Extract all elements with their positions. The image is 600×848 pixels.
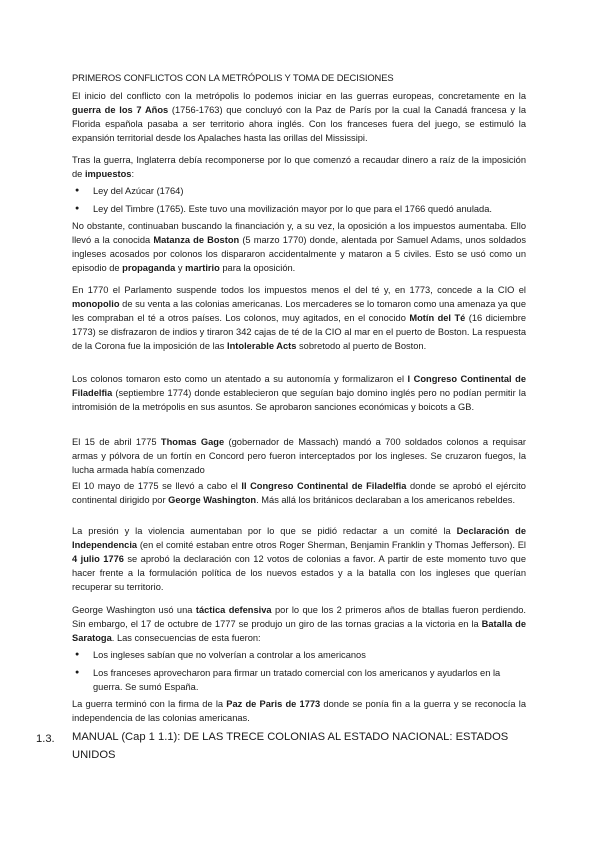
paragraph-first-congress: Los colonos tomaron esto como un atentado a su autonomía y formalizaron el I Congreso Continental de Filadelfia (septiembre 1774) donde establecieron que seguían bajo domino inglés pero no podían permitir la intromisión de la metrópolis en sus asuntos. Se aprobaron sanciones económicas y boicots a GB. — [72, 374, 527, 412]
paragraph-peace-of-paris: La guerra terminó con la firma de la Paz de Paris de 1773 donde se ponía fin a la guerra y se reconocía la independencia de las colonias americanas. — [72, 699, 526, 723]
paragraph-taxes: Tras la guerra, Inglaterra debía recomponerse por lo que comenzó a recaudar dinero a raíz de la imposición de impuestos: — [72, 155, 526, 179]
paragraph-thomas-gage: El 15 de abril 1775 Thomas Gage (gobernador de Massach) mandó a 700 soldados colonos a requisar armas y pólvora de un fortín en Concord pero fueron interceptados por los ingleses. Se cruzaron fuegos, la lucha armada había comenzado — [72, 437, 527, 475]
section-heading: PRIMEROS CONFLICTOS CON LA METRÓPOLIS Y TOMA DE DECISIONES — [72, 72, 394, 83]
list-item: ● Los ingleses sabían que no volverían a controlar a los americanos — [72, 648, 526, 662]
paragraph-boston-massacre: No obstante, continuaban buscando la financiación y, a su vez, la oposición a los impuestos aumentaba. Ello llevó a la conocida Matanza de Boston (5 marzo 1770) donde, alentada por Samuel Adams, unos soldados ingleses acosados por colonos los dispararon accidentalmente y mataron a 5 civiles. Esto se usó como un episodio de propaganda y martirio para la oposición. — [72, 221, 526, 273]
section-title: MANUAL (Cap 1 1.1): DE LAS TRECE COLONIAS AL ESTADO NACIONAL: ESTADOS UNIDOS — [72, 731, 509, 761]
list-item: ● Ley del Azúcar (1764) — [72, 184, 526, 198]
list-item: ● Los franceses aprovecharon para firmar un tratado comercial con los americanos y ayudarlos en la guerra. Se sumó España. — [72, 666, 526, 694]
list-item: ● Ley del Timbre (1765). Este tuvo una movilización mayor por lo que para el 1766 quedó anulada. — [72, 202, 526, 216]
paragraph-tea-party: En 1770 el Parlamento suspende todos los impuestos menos el del té y, en 1773, concede a la CIO el monopolio de su venta a las colonias americanas. Los mercaderes se lo tomaron como una amenaza ya que les compraban el té a otros países. Los colonos, muy agitados, en el conocido Motín del Té (16 diciembre 1773) se disfrazaron de indios y tiraron 342 cajas de té de la CIO al mar en el puerto de Boston. La respuesta de la Corona fue la imposición de las Intolerable Acts sobretodo al puerto de Boston. — [72, 285, 526, 351]
paragraph-declaration: La presión y la violencia aumentaban por lo que se pidió redactar a un comité la Declaración de Independencia (en el comité estaban entre otros Roger Sherman, Benjamin Franklin y Thomas Jefferson). El 4 julio 1776 se aprobó la declaración con 12 votos de colonias a favor. A partir de este momento tuvo que hacer frente a la formulación política de los nuevos estados y a la batalla con los ingleses que querían recuperar su territorio. — [72, 526, 527, 592]
section-number: 1.3. — [36, 733, 55, 745]
consequences-list — [72, 648, 526, 694]
paragraph-seven-years-war: El inicio del conflicto con la metrópolis lo podemos iniciar en las guerras europeas, concretamente en la guerra de los 7 Años (1756-1763) que concluyó con la Paz de París por la cual la Canadá francesa y la Florida española pasaba a ser territorio ahora inglés. Con los franceses fuera del juego, se estimuló la expansión territorial desde los Apalaches hasta las orillas del Mississipi. — [72, 91, 526, 143]
tax-laws-list — [72, 184, 526, 216]
paragraph-second-congress: El 10 mayo de 1775 se llevó a cabo el II Congreso Continental de Filadelfia donde se aprobó el ejército continental dirigido por George Washington. Más allá los británicos declaraban a los americanos rebeldes. — [72, 481, 526, 505]
paragraph-saratoga: George Washington usó una táctica defensiva por lo que los 2 primeros años de btallas fueron perdiendo. Sin embargo, el 17 de octubre de 1777 se produjo un giro de las tornas gracias a la victoria en la Batalla de Saratoga. Las consecuencias de esta fueron: — [72, 605, 527, 643]
